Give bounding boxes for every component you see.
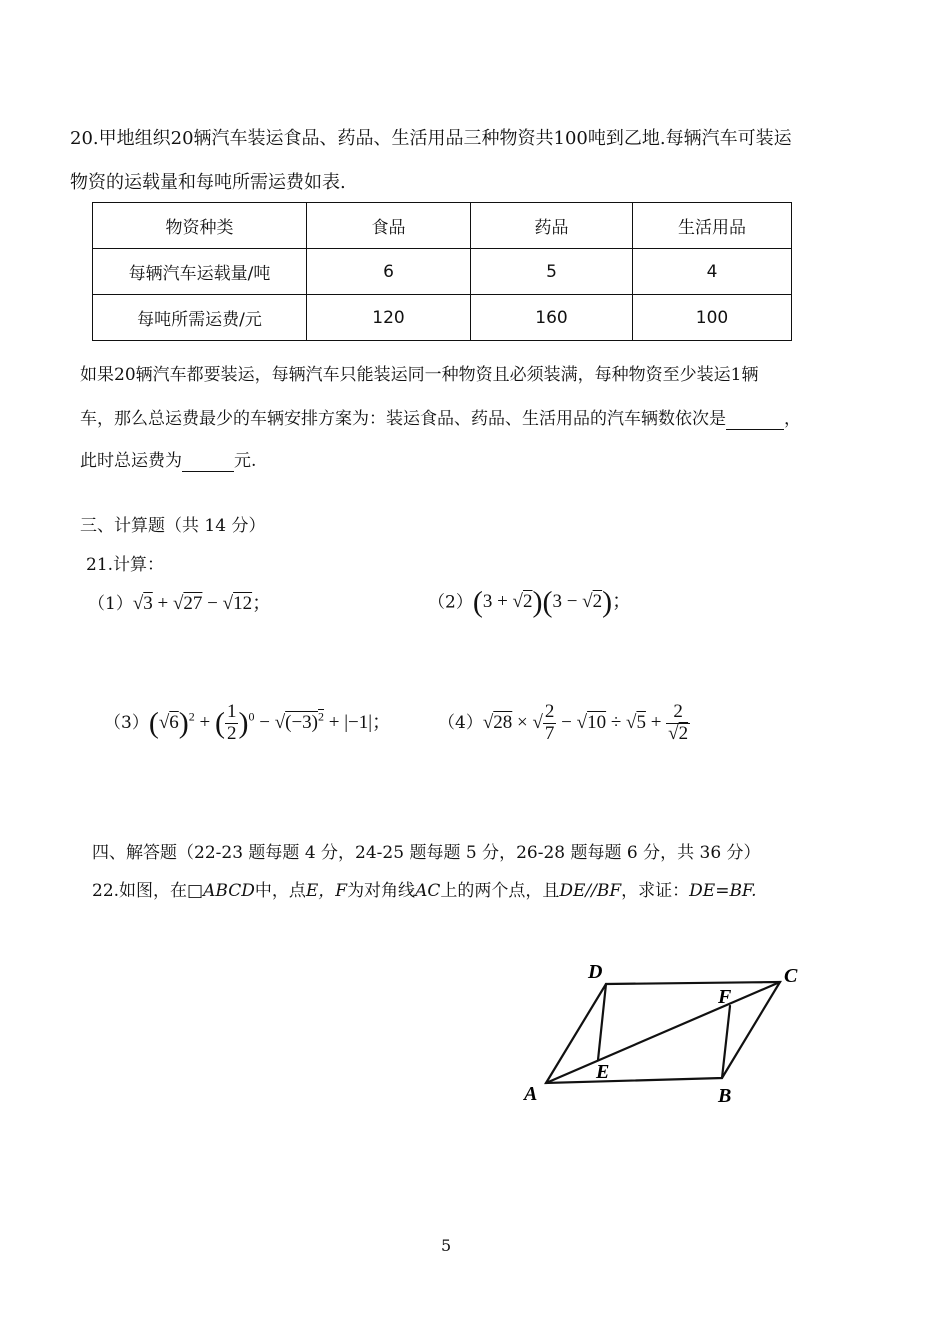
q21-part1: （1）√3 + √27 − √12； — [88, 593, 272, 614]
answer-blank-vehicles[interactable] — [726, 409, 784, 430]
expr-4: √28 × √ $\frac{2}{7}$ − √10 ÷ √5 + $\frac{2}{√2}$ — [482, 701, 689, 744]
table-cell: 120 — [307, 295, 471, 341]
diagonal-ac — [546, 982, 780, 1083]
q20-line1: 20.甲地组织20辆汽车装运食品、药品、生活用品三种物资共100吨到乙地.每辆汽车可装运 — [70, 128, 792, 149]
table-row — [93, 295, 792, 341]
q21-title: 21.计算： — [86, 555, 165, 575]
table-cell: 5 — [471, 249, 633, 295]
q20-after2: 车，那么总运费最少的车辆安排方案为：装运食品、药品、生活用品的汽车辆数依次是 ， — [80, 409, 801, 429]
label-c: C — [784, 965, 798, 987]
label-d: D — [588, 961, 603, 983]
q20-line2: 物资的运载量和每吨所需运费如表. — [70, 172, 346, 193]
table-cell: 160 — [471, 295, 633, 341]
table-cell: 每吨所需运费/元 — [93, 295, 307, 341]
table-cell: 6 — [307, 249, 471, 295]
q21-part3: $(3)(√6)^2$ + ( $\frac{1}{2}$ )$^0 - √(-3)^2 + |-1|$； — [104, 701, 392, 744]
parallelogram-figure — [500, 950, 820, 1110]
label-f: F — [718, 986, 732, 1008]
label-a: A — [524, 1083, 538, 1105]
page-number: 5 — [441, 1236, 452, 1255]
expr-3: $(√6)^2$ + ( $\frac{1}{2}$ )$^0 - √(-3)^2 + |-1|$； — [148, 701, 392, 744]
table-header-cell: 药品 — [471, 203, 633, 249]
answer-blank-cost[interactable] — [182, 451, 234, 472]
table-header-cell: 食品 — [307, 203, 471, 249]
q22-text: 22.如图，在□ABCD中，点E，F为对角线AC上的两个点，且DE//BF，求证：DE=BF. — [92, 881, 757, 901]
table-cell: 4 — [633, 249, 792, 295]
table-header-cell: 物资种类 — [93, 203, 307, 249]
section4-title: 四、解答题（22-23 题每题 4 分，24-25 题每题 5 分，26-28 题每题 6 分，共 36 分） — [92, 843, 761, 863]
section3-title: 三、计算题（共 14 分） — [80, 516, 266, 536]
table-row — [93, 203, 792, 249]
label-b: B — [718, 1085, 732, 1107]
q21-part4: （4）√28 × √ $\frac{2}{7}$ − √10 ÷ √5 + $\frac{2}{√2}$ — [438, 701, 689, 744]
table-header-cell: 生活用品 — [633, 203, 792, 249]
q20-after1: 如果20辆汽车都要装运，每辆汽车只能装运同一种物资且必须装满，每种物资至少装运1辆 — [80, 365, 759, 385]
q20-table — [92, 202, 792, 341]
table-cell: 100 — [633, 295, 792, 341]
expr-1: √3 + √27 − √12； — [132, 593, 272, 614]
table-row — [93, 249, 792, 295]
q20-after3: 此时总运费为 元. — [80, 451, 257, 471]
q21-part2: （2）(3 + √2)(3 − √2)； — [428, 586, 632, 619]
label-e: E — [596, 1061, 610, 1083]
table-cell: 每辆汽车运载量/吨 — [93, 249, 307, 295]
expr-2: (3 + √2)(3 − √2)； — [472, 586, 632, 619]
